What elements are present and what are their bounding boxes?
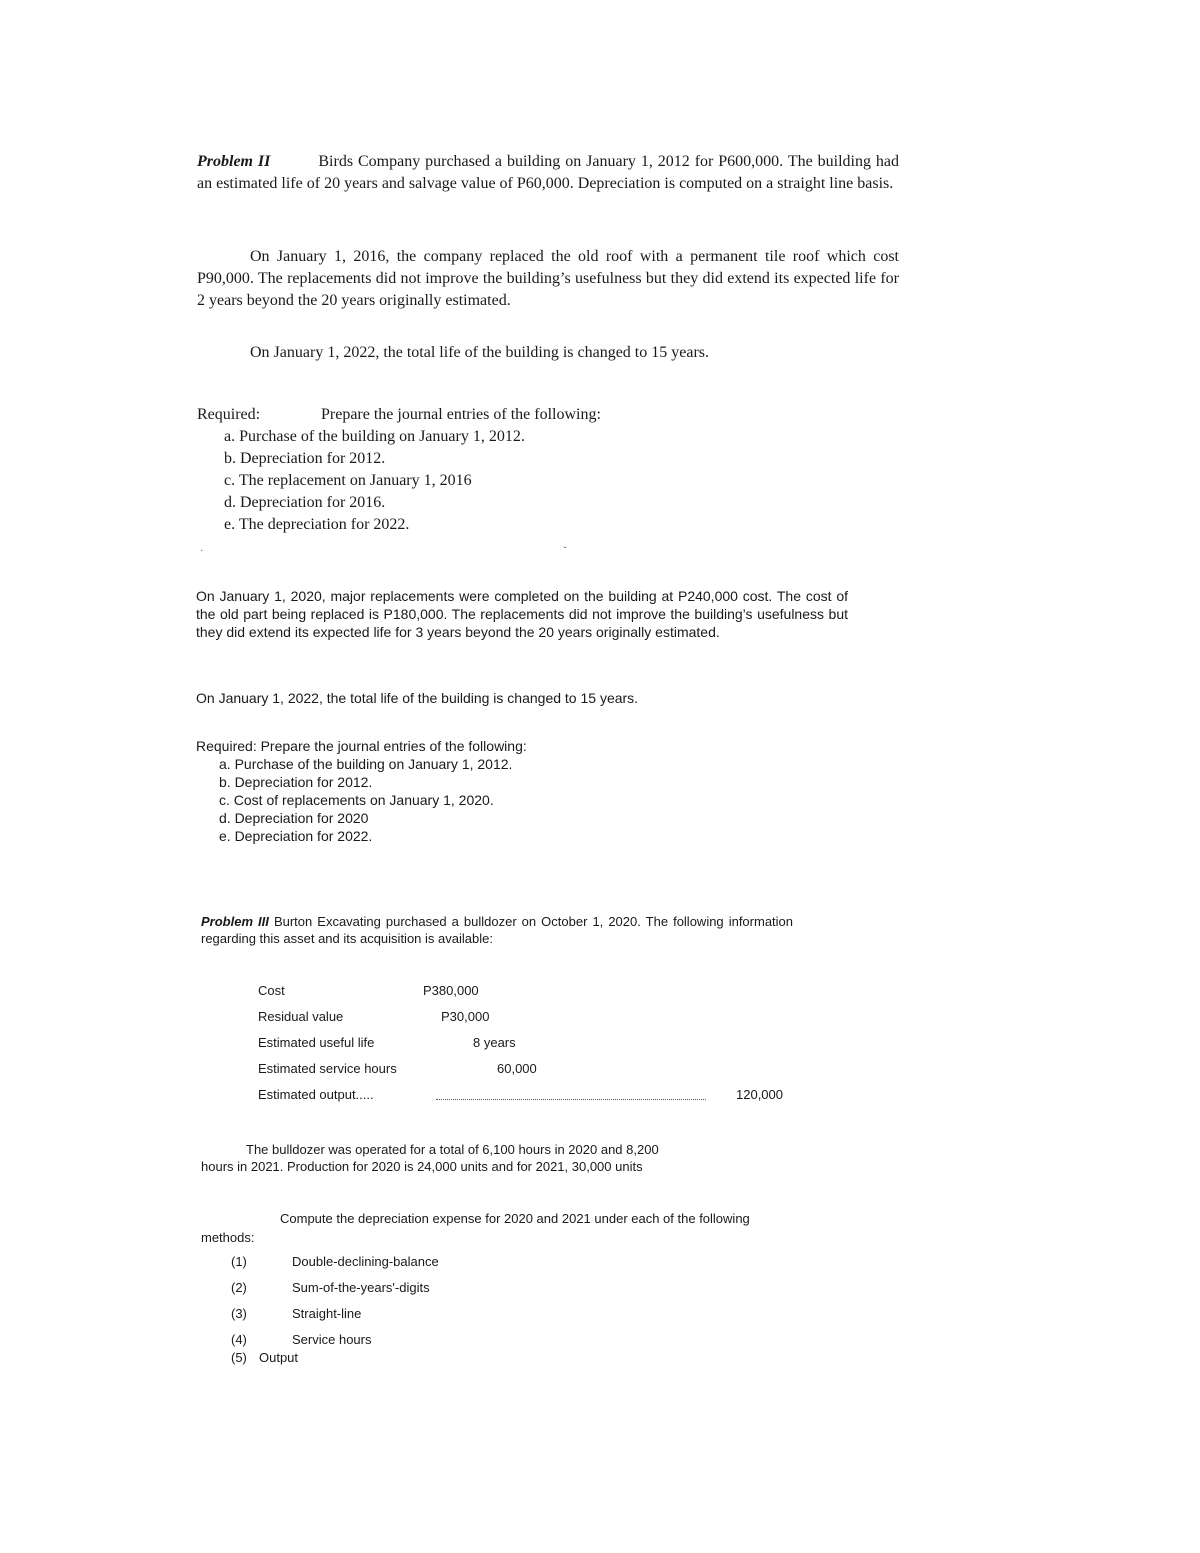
problem2-roof-paragraph: On January 1, 2016, the company replaced the old roof with a permanent tile roof which cost P90,000. The replacements did not improve the building’s usefulness but they did extend its expected life for 2 years beyond the 20 years originally estimated. xyxy=(197,248,899,309)
list-item xyxy=(231,1305,631,1331)
row-label: Estimated useful life xyxy=(258,1035,375,1050)
method-name: Straight-line xyxy=(292,1306,362,1321)
list-item: e. The depreciation for 2022. xyxy=(224,516,410,533)
row-label: Estimated output..... xyxy=(258,1087,374,1102)
problem2-life-change-paragraph: On January 1, 2022, the total life of the building is changed to 15 years. xyxy=(250,344,710,361)
method-name: Output xyxy=(259,1350,299,1365)
method-name: Service hours xyxy=(292,1332,372,1347)
method-number: (3) xyxy=(231,1306,247,1321)
method-name: Sum-of-the-years'-digits xyxy=(292,1280,430,1295)
problem2-required-text: Prepare the journal entries of the following: xyxy=(321,406,601,423)
problem3-operation-line2: hours in 2021. Production for 2020 is 24,000 units and for 2021, 30,000 units xyxy=(201,1159,643,1174)
row-value: P30,000 xyxy=(441,1009,490,1024)
table-row xyxy=(258,982,818,1008)
table-row xyxy=(258,1060,818,1086)
problem3-intro-text: Burton Excavating purchased a bulldozer on October 1, 2020. The following information regarding this asset and its acquisition is available: xyxy=(201,914,794,946)
table-row xyxy=(258,1008,818,1034)
problem3-data-table xyxy=(258,982,818,1112)
list-item: b. Depreciation for 2012. xyxy=(219,774,373,790)
list-item: d. Depreciation for 2016. xyxy=(224,494,386,511)
problem2-intro-text: Birds Company purchased a building on January 1, 2012 for P600,000. The building had an estimated life of 20 years and salvage value of P60,000. Depreciation is computed on a straight line basis. xyxy=(197,153,899,192)
row-value: 60,000 xyxy=(497,1061,537,1076)
method-number: (1) xyxy=(231,1254,247,1269)
method-number: (5) xyxy=(231,1350,247,1365)
problem3-operation-line1: The bulldozer was operated for a total of 6,100 hours in 2020 and 8,200 xyxy=(246,1142,659,1157)
method-number: (4) xyxy=(231,1332,247,1347)
problem3-methods-list xyxy=(231,1253,631,1367)
row-value: 120,000 xyxy=(736,1087,783,1102)
row-label: Cost xyxy=(258,983,285,998)
problem2-required-label: Required: xyxy=(197,406,261,423)
list-item: a. Purchase of the building on January 1, 2012. xyxy=(224,428,525,445)
list-item xyxy=(231,1331,631,1349)
problem2-required xyxy=(197,404,899,426)
table-row xyxy=(258,1086,818,1112)
method-number: (2) xyxy=(231,1280,247,1295)
method-name: Double-declining-balance xyxy=(292,1254,439,1269)
variant-required: Required: Prepare the journal entries of the following: xyxy=(196,738,527,754)
list-item: a. Purchase of the building on January 1, 2012. xyxy=(219,756,513,772)
list-item: c. The replacement on January 1, 2016 xyxy=(224,472,472,489)
problem2-title: Problem II xyxy=(197,153,271,170)
problem3-compute-line2: methods: xyxy=(201,1230,255,1245)
variant-required-list xyxy=(219,755,819,845)
row-label: Residual value xyxy=(258,1009,344,1024)
table-row xyxy=(258,1034,818,1060)
dot-leader xyxy=(436,1089,706,1100)
row-label: Estimated service hours xyxy=(258,1061,397,1076)
list-item xyxy=(231,1253,631,1279)
list-item: c. Cost of replacements on January 1, 2020. xyxy=(219,792,494,808)
problem3-intro-paragraph xyxy=(201,913,793,947)
row-value: P380,000 xyxy=(423,983,479,998)
list-item: d. Depreciation for 2020 xyxy=(219,810,369,826)
problem2-intro-paragraph xyxy=(197,151,899,195)
list-item: b. Depreciation for 2012. xyxy=(224,450,386,467)
scan-artifact: · ˇ xyxy=(200,546,577,557)
problem3-title: Problem III xyxy=(201,914,269,929)
variant-life-change-paragraph: On January 1, 2022, the total life of the building is changed to 15 years. xyxy=(196,690,639,706)
problem3-compute-line1: Compute the depreciation expense for 2020 and 2021 under each of the following xyxy=(280,1211,750,1226)
list-item: e. Depreciation for 2022. xyxy=(219,828,373,844)
problem2-required-list xyxy=(224,426,824,536)
list-item xyxy=(231,1349,631,1367)
row-value: 8 years xyxy=(473,1035,516,1050)
variant-replacement-paragraph: On January 1, 2020, major replacements were completed on the building at P240,000 cost. The cost of the old part being replaced is P180,000. The replacements did not improve the building’s usefulness but they did extend its expected life for 3 years beyond the 20 years originally estimated. xyxy=(196,588,848,640)
list-item xyxy=(231,1279,631,1305)
